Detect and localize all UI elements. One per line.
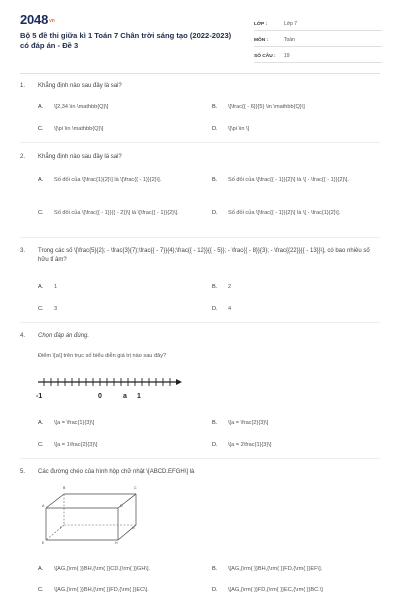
option-label: C. <box>38 126 44 132</box>
option-text: \[AG,{\rm{ }}BH,{\rm{ }}FD,{\rm{ }}EC\]. <box>54 587 149 593</box>
option-c[interactable] <box>38 441 208 450</box>
question-stem: Khẳng định nào sau đây là sai? <box>38 83 122 89</box>
substem-text: Điểm \[a\] trên trục số biểu diễn giá trị nào sau đây? <box>38 353 167 359</box>
question-number: 2. <box>20 154 26 160</box>
option-text: 4 <box>228 306 232 312</box>
option-text: \[AG,{\rm{ }}FD,{\rm{ }}EC,{\rm{ }}BC.\] <box>228 587 323 593</box>
option-b[interactable] <box>212 565 382 574</box>
option-text: 3 <box>54 306 58 312</box>
option-text: \[\frac{{ - 6}}{5} \in \mathbb{Q}\] <box>228 104 305 110</box>
option-label: A. <box>38 284 44 290</box>
vertex-f: F <box>60 526 63 530</box>
option-label: B. <box>212 284 218 290</box>
option-text: \[a = 1\frac{2}{3}\] <box>54 442 98 448</box>
question-stem: Khẳng định nào sau đây là sai? <box>38 154 122 160</box>
option-a[interactable] <box>38 283 208 292</box>
question-number: 3. <box>20 248 26 254</box>
option-b[interactable] <box>212 103 382 112</box>
option-text: Số đối của \[\frac{{ - 1}}{2}\] là \[ - \frac{1}{2}\]. <box>228 210 341 216</box>
option-c[interactable] <box>38 586 208 595</box>
option-text: 2 <box>228 284 232 290</box>
option-label: D. <box>212 442 218 448</box>
cuboid-figure <box>42 489 138 547</box>
question-stem: Trong các số \[\frac{5}{2}; - \frac{3}{7};\frac{{ - 7}}{4};\frac{{ - 12}}{{ - 5}}; - \frac{{ - 8}}{3}; - \frac{{22}}{{ - 13}}\], có bao nhiêu số hữu tỉ âm? <box>38 248 370 263</box>
question-stem: Các đường chéo của hình hộp chữ nhật \[ABCD.EFGH\] là <box>38 469 195 475</box>
site-logo[interactable] <box>20 12 55 27</box>
option-label: B. <box>212 420 218 426</box>
question-number: 1. <box>20 83 26 89</box>
option-text: Số đối của \[\frac{1}{2}\] là \[\frac{{ - 1}}{2}\]. <box>54 177 162 183</box>
option-text: \[AG,{\rm{ }}BH,{\rm{ }}FD,{\rm{ }}EF\]. <box>228 566 323 572</box>
option-label: D. <box>212 126 218 132</box>
option-label: A. <box>38 420 44 426</box>
option-label: A. <box>38 566 44 572</box>
meta-key: LỚP : <box>254 22 268 27</box>
option-a[interactable] <box>38 565 208 574</box>
option-text: \[AG,{\rm{ }}BH,{\rm{ }}CD,{\rm{ }}GH\]. <box>54 566 151 572</box>
question-2 <box>20 153 382 162</box>
option-text: 1 <box>54 284 58 290</box>
option-label: C. <box>38 587 44 593</box>
option-text: \[\pi \in \] <box>228 126 250 132</box>
question-5 <box>20 468 382 477</box>
number-line-axis <box>36 372 186 392</box>
meta-value: 19 <box>284 53 290 59</box>
meta-key: MÔN : <box>254 38 269 43</box>
question-stem: Chọn đáp án đúng. <box>38 333 90 339</box>
option-label: B. <box>212 104 218 110</box>
header-divider <box>20 73 380 74</box>
tick-label-one: 1 <box>137 393 141 400</box>
option-label: C. <box>38 306 44 312</box>
meta-row-count <box>254 47 382 63</box>
question-1 <box>20 82 382 91</box>
question-number: 5. <box>20 469 26 475</box>
option-label: C. <box>38 210 44 216</box>
option-text: \[a = \frac{2}{3}\] <box>228 420 269 426</box>
option-label: A. <box>38 177 44 183</box>
option-label: C. <box>38 442 44 448</box>
number-line <box>36 372 186 406</box>
question-divider <box>20 237 380 238</box>
option-text: \[2,34 \in \mathbb{Q}\] <box>54 104 109 110</box>
option-label: D. <box>212 306 218 312</box>
meta-row-class <box>254 15 382 31</box>
meta-row-subject <box>254 31 382 47</box>
vertex-a: A <box>42 504 45 508</box>
vertex-d: D <box>120 504 123 508</box>
question-4 <box>20 332 382 341</box>
vertex-b: B <box>63 486 66 490</box>
option-c[interactable] <box>38 305 208 314</box>
tick-label-zero: 0 <box>98 393 102 400</box>
question-3 <box>20 247 382 265</box>
option-text: \[a = \frac{1}{3}\] <box>54 420 95 426</box>
tick-label-minus-one: -1 <box>36 393 43 400</box>
option-b[interactable] <box>212 283 382 292</box>
vertex-c: C <box>134 486 137 490</box>
option-c[interactable] <box>38 125 208 134</box>
option-b[interactable] <box>212 419 382 428</box>
vertex-h: H <box>115 541 118 545</box>
question-divider <box>20 142 380 143</box>
document-title: Bộ 5 đề thi giữa kì 1 Toán 7 Chân trời sáng tạo (2022-2023) có đáp án - Đề 3 <box>20 31 232 50</box>
option-a[interactable] <box>38 419 208 428</box>
logo-suffix: vn <box>49 17 55 24</box>
option-text: \[a = 2\frac{1}{3}\] <box>228 442 272 448</box>
question-number: 4. <box>20 333 26 339</box>
option-a[interactable] <box>38 103 208 112</box>
option-d[interactable] <box>212 125 382 134</box>
vertex-e: E <box>42 541 45 545</box>
option-label: A. <box>38 104 44 110</box>
logo-main: 2048 <box>20 12 49 27</box>
option-d[interactable] <box>212 441 382 450</box>
cuboid-diagram <box>42 486 138 547</box>
option-b[interactable] <box>212 176 382 185</box>
question-substem <box>38 352 378 361</box>
meta-value: Toán <box>284 37 295 43</box>
tick-label-a: a <box>123 393 127 400</box>
meta-value: Lớp 7 <box>284 21 298 27</box>
option-label: D. <box>212 587 218 593</box>
option-label: B. <box>212 177 218 183</box>
meta-panel <box>254 15 382 63</box>
page-header <box>0 0 400 68</box>
option-d[interactable] <box>212 209 382 218</box>
option-c[interactable] <box>38 209 206 218</box>
option-text: Số đối của \[\frac{{ - 1}}{2}\] là \[ - \frac{{ - 1}}{2}\]. <box>228 177 349 183</box>
question-divider <box>20 458 380 459</box>
option-text: \[\pi \in \mathbb{Q}\] <box>54 126 104 132</box>
meta-key: SỐ CÂU : <box>254 54 276 59</box>
option-label: B. <box>212 566 218 572</box>
option-a[interactable] <box>38 176 206 185</box>
question-divider <box>20 322 380 323</box>
option-d[interactable] <box>212 305 382 314</box>
option-label: D. <box>212 210 218 216</box>
option-d[interactable] <box>212 586 382 595</box>
option-text: Số đối của \[\frac{{ - 1}}{{ - 2}}\] là \[\frac{{ - 1}}{2}\]. <box>54 210 179 216</box>
vertex-g: G <box>132 526 135 530</box>
